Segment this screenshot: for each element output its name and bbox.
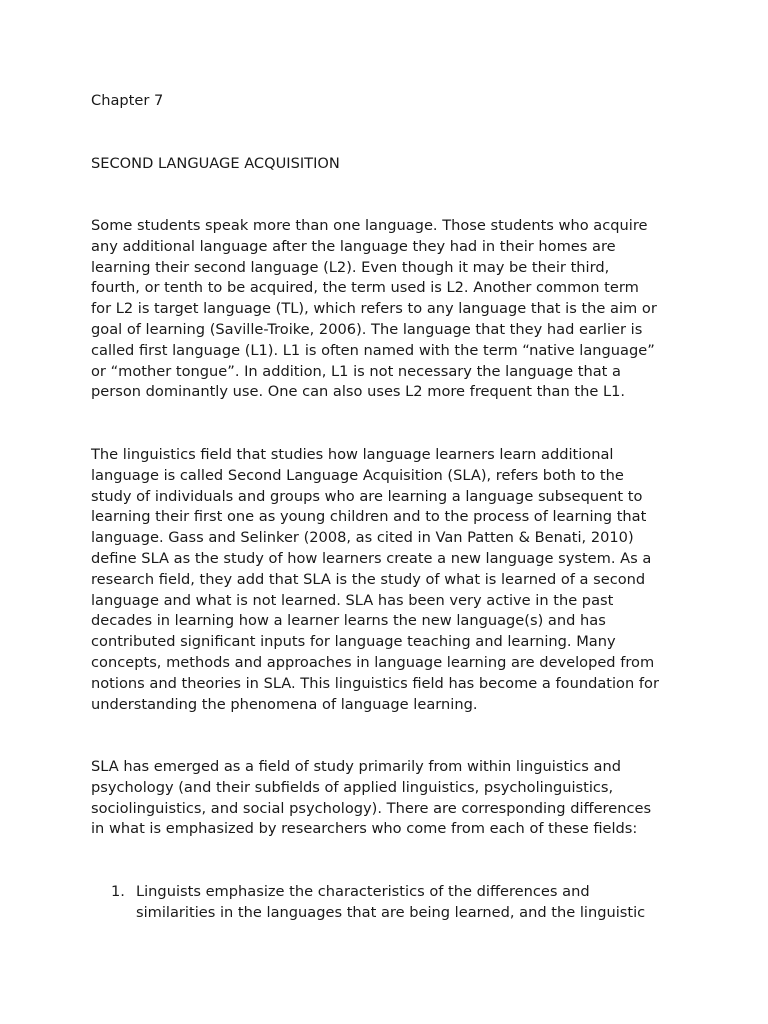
paragraph-line: sociolinguistics, and social psychology). There are corresponding differences <box>91 799 652 817</box>
paragraph-line: decades in learning how a learner learns the new language(s) and has <box>91 612 606 630</box>
paragraph-3 <box>91 757 691 840</box>
paragraph-line: concepts, methods and approaches in language learning are developed from <box>91 653 655 671</box>
paragraph-line: define SLA as the study of how learners create a new language system. As a <box>91 549 652 567</box>
paragraph-line: in what is emphasized by researchers who come from each of these fields: <box>91 820 638 838</box>
list-item-number: 1. <box>111 883 125 900</box>
paragraph-line: language and what is not learned. SLA has been very active in the past <box>91 591 614 609</box>
list-item <box>111 882 691 924</box>
paragraph-line: The linguistics field that studies how language learners learn additional <box>91 446 614 463</box>
paragraph-line: research field, they add that SLA is the study of what is learned of a second <box>91 570 646 588</box>
paragraph-line: called first language (L1). L1 is often named with the term “native language” <box>91 341 655 359</box>
paragraph-line: notions and theories in SLA. This linguistics field has become a foundation for <box>91 674 659 692</box>
paragraph-line: person dominantly use. One can also uses L2 more frequent than the L1. <box>91 383 626 401</box>
paragraph-line: contributed significant inputs for language teaching and learning. Many <box>91 633 616 651</box>
paragraph-line: SLA has emerged as a field of study primarily from within linguistics and <box>91 758 621 775</box>
numbered-list <box>111 882 691 924</box>
paragraph-line: language is called Second Language Acquisition (SLA), refers both to the <box>91 466 624 484</box>
paragraph-line: learning their first one as young children and to the process of learning that <box>91 508 647 526</box>
paragraph-line: or “mother tongue”. In addition, L1 is not necessary the language that a <box>91 362 621 380</box>
paragraph-2 <box>91 445 691 715</box>
paragraph-line: language. Gass and Selinker (2008, as cited in Van Patten & Benati, 2010) <box>91 529 634 547</box>
paragraph-line: any additional language after the language they had in their homes are <box>91 237 616 255</box>
paragraph-line: study of individuals and groups who are learning a language subsequent to <box>91 487 643 505</box>
chapter-label: Chapter 7 <box>91 92 164 109</box>
paragraph-line: psychology (and their subfields of applied linguistics, psycholinguistics, <box>91 778 614 796</box>
section-heading: SECOND LANGUAGE ACQUISITION <box>91 155 340 172</box>
paragraph-line: learning their second language (L2). Even though it may be their third, <box>91 258 610 276</box>
paragraph-line: goal of learning (Saville-Troike, 2006). The language that they had earlier is <box>91 320 643 338</box>
paragraph-line: understanding the phenomena of language learning. <box>91 695 478 713</box>
paragraph-line: fourth, or tenth to be acquired, the term used is L2. Another common term <box>91 279 639 297</box>
list-item-line: Linguists emphasize the characteristics of the differences and <box>136 883 590 900</box>
paragraph-1 <box>91 216 691 403</box>
paragraph-line: Some students speak more than one language. Those students who acquire <box>91 217 648 234</box>
list-item-line: similarities in the languages that are being learned, and the linguistic <box>136 903 646 921</box>
paragraph-line: for L2 is target language (TL), which refers to any language that is the aim or <box>91 300 657 318</box>
